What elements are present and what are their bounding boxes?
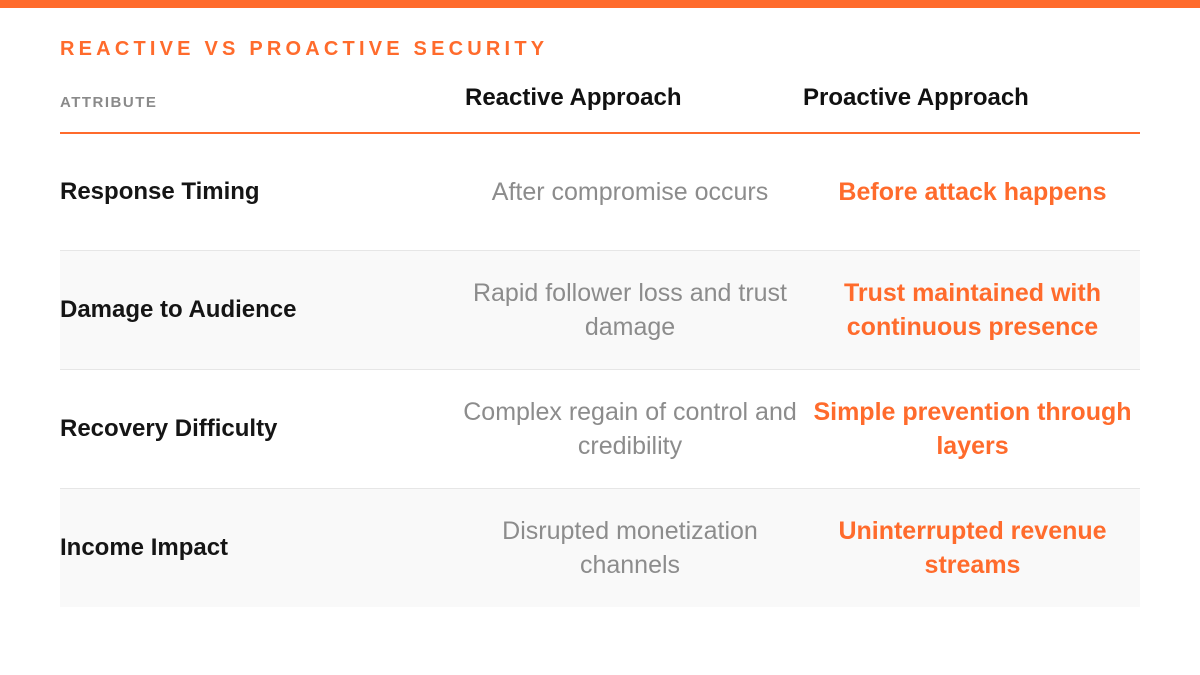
header-proactive-approach: Proactive Approach bbox=[803, 84, 1029, 111]
row-attribute: Response Timing bbox=[60, 178, 260, 205]
table-row bbox=[60, 370, 1140, 489]
row-attribute: Damage to Audience bbox=[60, 296, 297, 323]
row-reactive-value: After compromise occurs bbox=[491, 178, 769, 206]
row-attribute: Recovery Difficulty bbox=[60, 415, 278, 442]
table-row bbox=[60, 489, 1140, 607]
table-row bbox=[60, 134, 1140, 251]
row-reactive-value: Rapid follower loss and trust damage bbox=[472, 279, 788, 341]
row-proactive-value: Uninterrupted revenue streams bbox=[838, 517, 1107, 579]
table-header-row bbox=[60, 70, 1140, 134]
row-proactive-value: Trust maintained with continuous presence bbox=[844, 279, 1101, 341]
comparison-table bbox=[60, 70, 1140, 607]
row-attribute: Income Impact bbox=[60, 534, 229, 561]
page-title: REACTIVE VS PROACTIVE SECURITY bbox=[60, 38, 549, 60]
row-reactive-value: Complex regain of control and credibility bbox=[463, 398, 797, 460]
row-proactive-value: Before attack happens bbox=[838, 178, 1107, 206]
row-proactive-value: Simple prevention through layers bbox=[813, 398, 1132, 460]
top-accent-bar bbox=[0, 0, 1200, 8]
row-reactive-value: Disrupted monetization channels bbox=[502, 517, 758, 579]
header-attribute: ATTRIBUTE bbox=[60, 94, 158, 111]
header-reactive-approach: Reactive Approach bbox=[465, 84, 682, 111]
table-row bbox=[60, 251, 1140, 370]
